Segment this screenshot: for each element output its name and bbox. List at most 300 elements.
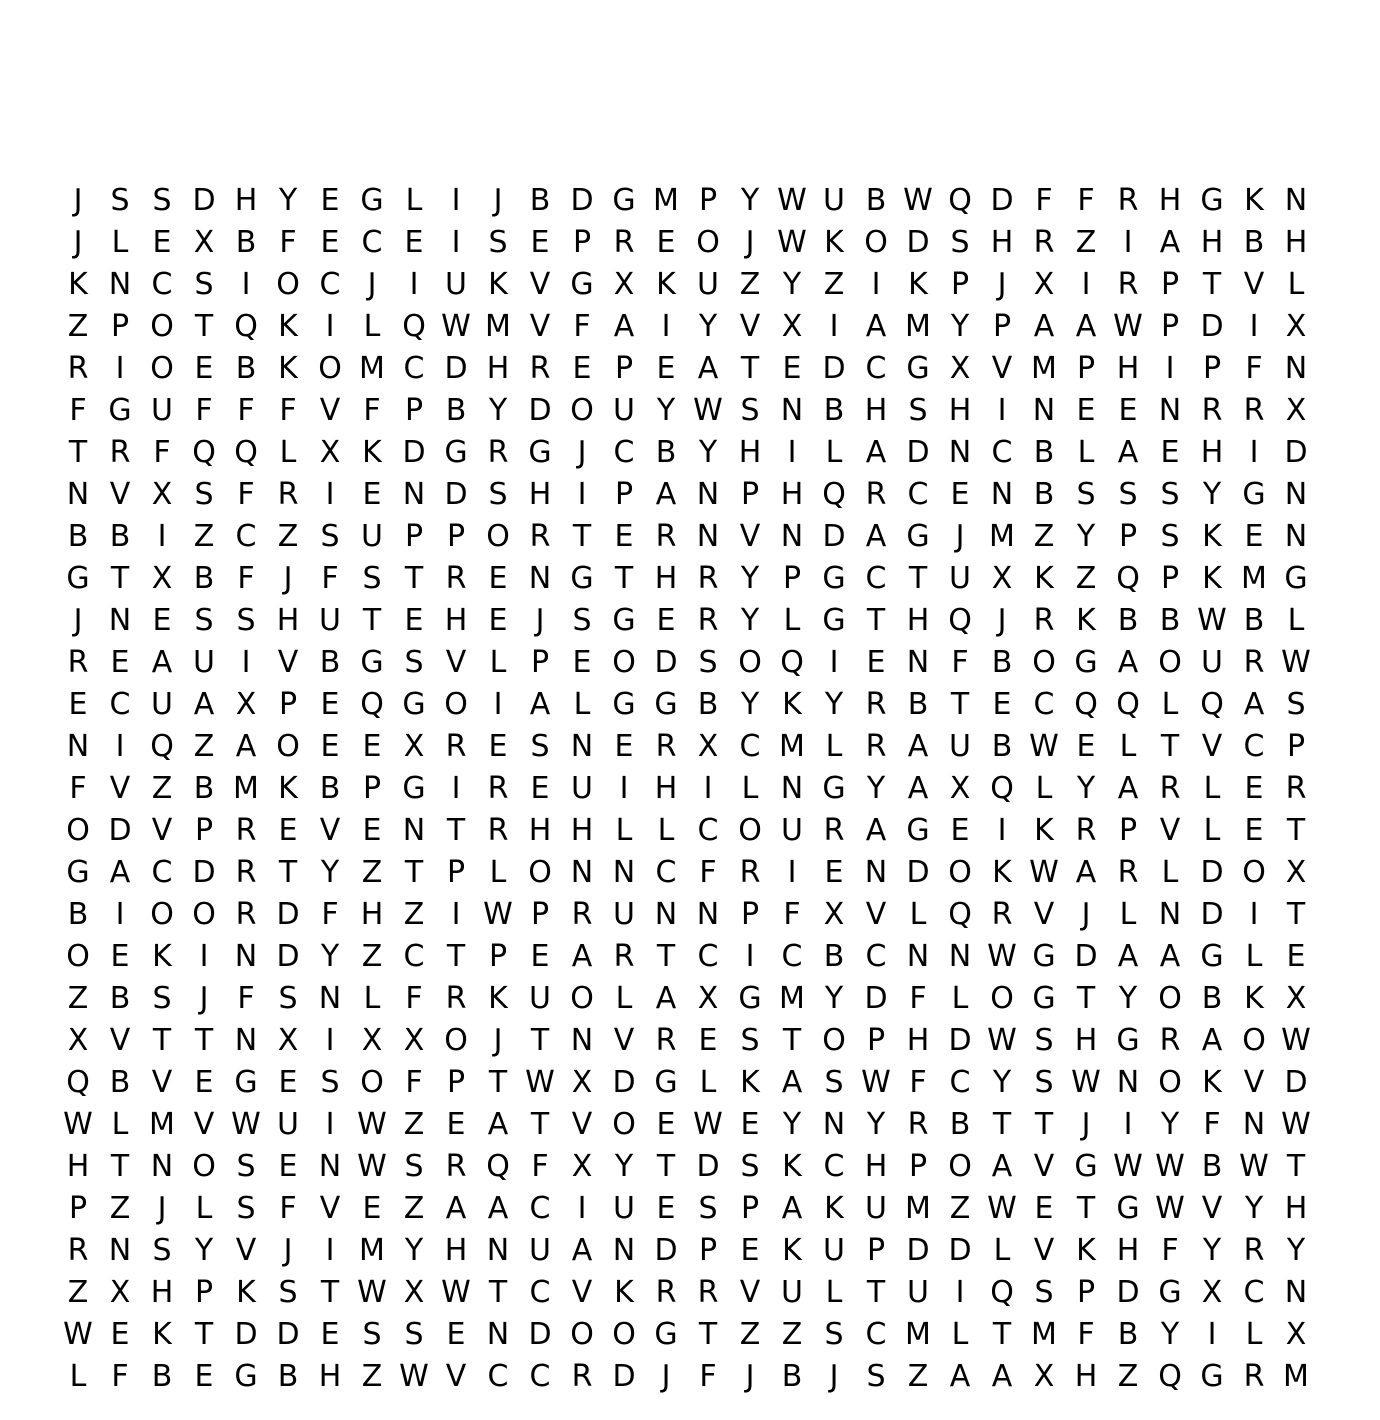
grid-letter: T bbox=[446, 813, 466, 848]
grid-letter: I bbox=[451, 897, 461, 932]
grid-letter: S bbox=[1076, 477, 1096, 512]
grid-letter: N bbox=[780, 393, 804, 428]
grid-letter: Z bbox=[361, 855, 383, 890]
grid-letter: S bbox=[698, 645, 718, 680]
grid-letter: P bbox=[740, 897, 760, 932]
grid-letter: D bbox=[276, 897, 300, 932]
grid-letter: N bbox=[1158, 393, 1182, 428]
grid-letter: E bbox=[992, 687, 1012, 722]
grid-letter: N bbox=[570, 855, 594, 890]
grid-letter: F bbox=[1077, 1317, 1095, 1352]
grid-letter: S bbox=[824, 1065, 844, 1100]
grid-letter: R bbox=[907, 1107, 929, 1142]
grid-letter: N bbox=[1116, 1065, 1140, 1100]
grid-letter: A bbox=[655, 981, 677, 1016]
grid-letter: Y bbox=[698, 435, 718, 470]
grid-letter: A bbox=[109, 855, 131, 890]
grid-letter: T bbox=[656, 1149, 676, 1184]
grid-letter: T bbox=[446, 939, 466, 974]
grid-letter: D bbox=[1074, 939, 1098, 974]
grid-letter: M bbox=[779, 981, 805, 1016]
grid-letter: S bbox=[1034, 1065, 1054, 1100]
grid-letter: V bbox=[613, 1023, 635, 1058]
grid-letter: I bbox=[577, 477, 587, 512]
grid-letter: E bbox=[1286, 939, 1306, 974]
grid-letter: F bbox=[531, 1149, 549, 1184]
grid-letter: P bbox=[1160, 267, 1180, 302]
grid-letter: G bbox=[66, 855, 90, 890]
grid-letter: B bbox=[67, 519, 89, 554]
grid-letter: T bbox=[530, 1023, 550, 1058]
grid-letter: T bbox=[488, 1275, 508, 1310]
grid-letter: N bbox=[1032, 393, 1056, 428]
grid-letter: V bbox=[109, 771, 131, 806]
grid-letter: E bbox=[194, 1065, 214, 1100]
grid-letter: C bbox=[865, 351, 887, 386]
grid-letter: J bbox=[73, 225, 83, 260]
grid-letter: K bbox=[68, 267, 88, 302]
grid-letter: F bbox=[111, 1359, 129, 1394]
grid-letter: P bbox=[1202, 351, 1222, 386]
grid-row bbox=[57, 1062, 1322, 1104]
grid-letter: X bbox=[571, 1065, 593, 1100]
grid-letter: I bbox=[157, 519, 167, 554]
grid-letter: G bbox=[1200, 939, 1224, 974]
grid-letter: S bbox=[362, 561, 382, 596]
grid-letter: U bbox=[529, 1233, 551, 1268]
grid-letter: E bbox=[740, 1107, 760, 1142]
grid-letter: L bbox=[615, 981, 633, 1016]
grid-letter: Y bbox=[1286, 1233, 1306, 1268]
grid-row bbox=[57, 894, 1322, 936]
grid-letter: R bbox=[1243, 1359, 1265, 1394]
grid-letter: T bbox=[572, 519, 592, 554]
grid-letter: E bbox=[1160, 435, 1180, 470]
grid-letter: B bbox=[823, 393, 845, 428]
grid-letter: K bbox=[1202, 519, 1222, 554]
grid-letter: O bbox=[864, 225, 888, 260]
grid-letter: I bbox=[829, 645, 839, 680]
grid-letter: W bbox=[861, 1065, 891, 1100]
grid-letter: R bbox=[655, 1023, 677, 1058]
grid-letter: L bbox=[993, 1233, 1011, 1268]
grid-letter: E bbox=[194, 351, 214, 386]
grid-letter: G bbox=[1284, 561, 1308, 596]
grid-letter: N bbox=[1284, 477, 1308, 512]
grid-letter: I bbox=[1081, 267, 1091, 302]
grid-letter: A bbox=[1159, 225, 1181, 260]
grid-letter: G bbox=[1074, 1149, 1098, 1184]
grid-letter: L bbox=[825, 729, 843, 764]
grid-letter: S bbox=[488, 225, 508, 260]
grid-letter: C bbox=[991, 435, 1013, 470]
grid-letter: F bbox=[783, 897, 801, 932]
grid-letter: R bbox=[235, 855, 257, 890]
grid-letter: E bbox=[320, 183, 340, 218]
grid-letter: Y bbox=[614, 1149, 634, 1184]
grid-letter: A bbox=[235, 729, 257, 764]
grid-letter: R bbox=[1243, 393, 1265, 428]
grid-letter: H bbox=[1074, 1023, 1098, 1058]
grid-letter: A bbox=[613, 309, 635, 344]
grid-letter: G bbox=[108, 393, 132, 428]
grid-letter: I bbox=[241, 645, 251, 680]
grid-letter: K bbox=[824, 225, 844, 260]
grid-letter: N bbox=[1284, 183, 1308, 218]
grid-letter: N bbox=[696, 519, 720, 554]
grid-letter: Q bbox=[1158, 1359, 1182, 1394]
grid-row bbox=[57, 768, 1322, 810]
grid-letter: N bbox=[822, 1107, 846, 1142]
grid-letter: A bbox=[1159, 939, 1181, 974]
grid-letter: H bbox=[780, 477, 804, 512]
grid-letter: B bbox=[109, 981, 131, 1016]
grid-letter: O bbox=[528, 855, 552, 890]
grid-letter: U bbox=[781, 1275, 803, 1310]
grid-letter: D bbox=[1200, 309, 1224, 344]
grid-letter: P bbox=[530, 897, 550, 932]
grid-letter: C bbox=[529, 1275, 551, 1310]
grid-letter: K bbox=[614, 1275, 634, 1310]
grid-letter: B bbox=[991, 645, 1013, 680]
grid-letter: Z bbox=[403, 1191, 425, 1226]
grid-letter: J bbox=[1081, 1107, 1091, 1142]
grid-letter: W bbox=[987, 939, 1017, 974]
grid-letter: S bbox=[1034, 1023, 1054, 1058]
grid-letter: A bbox=[487, 1191, 509, 1226]
grid-letter: G bbox=[612, 603, 636, 638]
grid-letter: E bbox=[1118, 393, 1138, 428]
grid-letter: K bbox=[1076, 603, 1096, 638]
grid-letter: C bbox=[613, 435, 635, 470]
grid-letter: L bbox=[279, 435, 297, 470]
grid-letter: S bbox=[404, 1149, 424, 1184]
grid-letter: F bbox=[69, 771, 87, 806]
grid-letter: A bbox=[865, 813, 887, 848]
grid-letter: Q bbox=[822, 477, 846, 512]
grid-letter: F bbox=[237, 561, 255, 596]
grid-letter: R bbox=[865, 687, 887, 722]
grid-letter: R bbox=[445, 981, 467, 1016]
grid-letter: H bbox=[360, 897, 384, 932]
grid-letter: C bbox=[865, 561, 887, 596]
grid-letter: A bbox=[865, 435, 887, 470]
grid-letter: D bbox=[276, 939, 300, 974]
grid-letter: L bbox=[699, 1065, 717, 1100]
grid-letter: C bbox=[907, 477, 929, 512]
grid-letter: R bbox=[487, 435, 509, 470]
grid-letter: W bbox=[1113, 309, 1143, 344]
grid-letter: L bbox=[615, 813, 633, 848]
grid-letter: I bbox=[325, 1107, 335, 1142]
grid-letter: O bbox=[1158, 645, 1182, 680]
grid-letter: E bbox=[446, 1107, 466, 1142]
grid-letter: N bbox=[906, 939, 930, 974]
grid-letter: Z bbox=[109, 1191, 131, 1226]
grid-letter: B bbox=[781, 1359, 803, 1394]
grid-letter: R bbox=[613, 225, 635, 260]
grid-letter: V bbox=[193, 1107, 215, 1142]
grid-letter: H bbox=[1158, 183, 1182, 218]
grid-letter: P bbox=[1118, 813, 1138, 848]
grid-letter: D bbox=[654, 1233, 678, 1268]
grid-letter: R bbox=[487, 813, 509, 848]
grid-letter: J bbox=[535, 603, 545, 638]
grid-letter: R bbox=[865, 477, 887, 512]
grid-letter: G bbox=[360, 183, 384, 218]
grid-letter: X bbox=[1285, 855, 1307, 890]
grid-letter: R bbox=[697, 1275, 719, 1310]
grid-letter: P bbox=[908, 1149, 928, 1184]
grid-letter: V bbox=[109, 1023, 131, 1058]
grid-letter: W bbox=[1239, 1149, 1269, 1184]
grid-letter: R bbox=[445, 561, 467, 596]
word-search-grid bbox=[57, 180, 1322, 1398]
grid-letter: E bbox=[68, 687, 88, 722]
grid-letter: V bbox=[445, 645, 467, 680]
grid-letter: N bbox=[570, 729, 594, 764]
grid-letter: O bbox=[1242, 1023, 1266, 1058]
grid-letter: A bbox=[697, 351, 719, 386]
grid-letter: S bbox=[236, 1149, 256, 1184]
grid-letter: R bbox=[529, 519, 551, 554]
grid-letter: X bbox=[109, 1275, 131, 1310]
grid-letter: I bbox=[451, 771, 461, 806]
grid-letter: M bbox=[359, 1233, 385, 1268]
grid-letter: N bbox=[402, 477, 426, 512]
grid-letter: S bbox=[824, 1317, 844, 1352]
grid-letter: I bbox=[661, 309, 671, 344]
grid-letter: U bbox=[613, 897, 635, 932]
grid-letter: L bbox=[1287, 267, 1305, 302]
grid-letter: B bbox=[319, 645, 341, 680]
grid-letter: T bbox=[194, 309, 214, 344]
grid-letter: E bbox=[152, 225, 172, 260]
grid-letter: H bbox=[1200, 435, 1224, 470]
grid-letter: H bbox=[318, 1359, 342, 1394]
grid-letter: A bbox=[1117, 939, 1139, 974]
grid-letter: B bbox=[109, 1065, 131, 1100]
grid-letter: A bbox=[781, 1065, 803, 1100]
grid-letter: V bbox=[445, 1359, 467, 1394]
grid-letter: Y bbox=[488, 393, 508, 428]
grid-letter: R bbox=[445, 729, 467, 764]
grid-letter: X bbox=[403, 1275, 425, 1310]
grid-letter: T bbox=[320, 1275, 340, 1310]
grid-letter: R bbox=[235, 813, 257, 848]
grid-letter: I bbox=[829, 309, 839, 344]
grid-letter: O bbox=[570, 1317, 594, 1352]
grid-letter: I bbox=[619, 771, 629, 806]
grid-letter: V bbox=[235, 1233, 257, 1268]
grid-letter: V bbox=[865, 897, 887, 932]
grid-letter: C bbox=[739, 729, 761, 764]
grid-letter: L bbox=[1245, 1317, 1263, 1352]
grid-letter: L bbox=[573, 687, 591, 722]
grid-letter: F bbox=[279, 1191, 297, 1226]
grid-letter: V bbox=[1159, 813, 1181, 848]
grid-letter: L bbox=[489, 645, 507, 680]
grid-letter: R bbox=[1117, 855, 1139, 890]
grid-letter: L bbox=[741, 771, 759, 806]
grid-letter: Y bbox=[1244, 1191, 1264, 1226]
grid-letter: W bbox=[693, 393, 723, 428]
grid-letter: I bbox=[745, 939, 755, 974]
grid-letter: D bbox=[822, 351, 846, 386]
grid-letter: X bbox=[1201, 1275, 1223, 1310]
grid-letter: D bbox=[906, 225, 930, 260]
grid-letter: T bbox=[992, 1107, 1012, 1142]
grid-letter: N bbox=[780, 519, 804, 554]
grid-letter: M bbox=[905, 309, 931, 344]
grid-letter: H bbox=[66, 1149, 90, 1184]
grid-letter: S bbox=[110, 183, 130, 218]
grid-row bbox=[57, 180, 1322, 222]
grid-letter: E bbox=[1076, 729, 1096, 764]
grid-letter: F bbox=[279, 393, 297, 428]
grid-letter: P bbox=[614, 351, 634, 386]
grid-letter: Y bbox=[698, 309, 718, 344]
grid-letter: E bbox=[362, 1191, 382, 1226]
grid-letter: I bbox=[325, 1233, 335, 1268]
grid-letter: F bbox=[195, 393, 213, 428]
grid-letter: D bbox=[1284, 1065, 1308, 1100]
grid-letter: E bbox=[110, 1317, 130, 1352]
grid-letter: M bbox=[1031, 1317, 1057, 1352]
grid-letter: V bbox=[319, 1191, 341, 1226]
grid-letter: R bbox=[67, 645, 89, 680]
grid-letter: Y bbox=[404, 1233, 424, 1268]
grid-letter: B bbox=[823, 939, 845, 974]
grid-letter: D bbox=[276, 1317, 300, 1352]
grid-letter: I bbox=[871, 267, 881, 302]
grid-letter: H bbox=[654, 561, 678, 596]
grid-letter: C bbox=[823, 1149, 845, 1184]
grid-letter: I bbox=[1207, 1317, 1217, 1352]
grid-letter: O bbox=[738, 813, 762, 848]
grid-letter: P bbox=[194, 1275, 214, 1310]
grid-letter: P bbox=[530, 645, 550, 680]
grid-letter: J bbox=[997, 603, 1007, 638]
grid-letter: Y bbox=[950, 309, 970, 344]
grid-letter: X bbox=[67, 1023, 89, 1058]
grid-letter: U bbox=[151, 687, 173, 722]
grid-letter: D bbox=[990, 183, 1014, 218]
grid-letter: D bbox=[402, 435, 426, 470]
grid-letter: E bbox=[152, 603, 172, 638]
grid-letter: X bbox=[403, 729, 425, 764]
grid-row bbox=[57, 978, 1322, 1020]
grid-letter: T bbox=[782, 1023, 802, 1058]
grid-letter: Y bbox=[1076, 771, 1096, 806]
grid-letter: B bbox=[1117, 1317, 1139, 1352]
grid-letter: E bbox=[320, 729, 340, 764]
grid-letter: Z bbox=[403, 1107, 425, 1142]
grid-letter: O bbox=[1032, 645, 1056, 680]
grid-letter: S bbox=[320, 1065, 340, 1100]
grid-letter: Z bbox=[361, 1359, 383, 1394]
grid-letter: E bbox=[320, 687, 340, 722]
grid-letter: O bbox=[66, 813, 90, 848]
grid-letter: R bbox=[739, 855, 761, 890]
grid-letter: T bbox=[530, 1107, 550, 1142]
grid-letter: D bbox=[906, 855, 930, 890]
grid-letter: O bbox=[570, 981, 594, 1016]
grid-letter: G bbox=[906, 351, 930, 386]
grid-letter: B bbox=[697, 687, 719, 722]
grid-letter: K bbox=[782, 1233, 802, 1268]
grid-letter: O bbox=[822, 1023, 846, 1058]
grid-letter: W bbox=[399, 1359, 429, 1394]
grid-letter: E bbox=[488, 603, 508, 638]
grid-letter: T bbox=[1160, 729, 1180, 764]
grid-letter: C bbox=[949, 1065, 971, 1100]
grid-letter: E bbox=[950, 477, 970, 512]
grid-letter: W bbox=[1281, 645, 1311, 680]
grid-letter: X bbox=[1285, 393, 1307, 428]
grid-letter: J bbox=[661, 1359, 671, 1394]
grid-letter: V bbox=[109, 477, 131, 512]
grid-letter: J bbox=[577, 435, 587, 470]
grid-letter: W bbox=[777, 225, 807, 260]
grid-letter: R bbox=[1243, 645, 1265, 680]
grid-letter: C bbox=[403, 351, 425, 386]
grid-letter: S bbox=[740, 393, 760, 428]
grid-letter: Q bbox=[1200, 687, 1224, 722]
grid-letter: F bbox=[1203, 1107, 1221, 1142]
grid-letter: K bbox=[236, 1275, 256, 1310]
grid-letter: B bbox=[949, 1107, 971, 1142]
grid-letter: K bbox=[1034, 813, 1054, 848]
grid-letter: P bbox=[1160, 309, 1180, 344]
grid-letter: U bbox=[529, 981, 551, 1016]
grid-letter: E bbox=[1244, 771, 1264, 806]
grid-letter: T bbox=[950, 687, 970, 722]
grid-letter: E bbox=[1244, 813, 1264, 848]
grid-letter: E bbox=[530, 771, 550, 806]
grid-row bbox=[57, 600, 1322, 642]
grid-letter: D bbox=[1116, 1275, 1140, 1310]
grid-row bbox=[57, 1104, 1322, 1146]
grid-letter: E bbox=[362, 813, 382, 848]
grid-letter: V bbox=[151, 813, 173, 848]
grid-letter: I bbox=[955, 1275, 965, 1310]
grid-letter: K bbox=[656, 267, 676, 302]
grid-letter: C bbox=[655, 855, 677, 890]
grid-letter: D bbox=[612, 1065, 636, 1100]
grid-letter: E bbox=[278, 1149, 298, 1184]
grid-letter: H bbox=[948, 393, 972, 428]
grid-letter: K bbox=[824, 1191, 844, 1226]
grid-letter: B bbox=[529, 183, 551, 218]
grid-letter: R bbox=[1075, 813, 1097, 848]
grid-letter: K bbox=[488, 267, 508, 302]
grid-letter: I bbox=[409, 267, 419, 302]
grid-letter: N bbox=[1284, 519, 1308, 554]
grid-letter: W bbox=[1029, 729, 1059, 764]
grid-letter: C bbox=[1243, 729, 1265, 764]
grid-letter: F bbox=[363, 393, 381, 428]
grid-letter: T bbox=[698, 1317, 718, 1352]
grid-letter: A bbox=[1033, 309, 1055, 344]
grid-letter: C bbox=[1033, 687, 1055, 722]
grid-row bbox=[57, 264, 1322, 306]
grid-letter: Y bbox=[1160, 1317, 1180, 1352]
grid-letter: B bbox=[1243, 225, 1265, 260]
grid-letter: E bbox=[656, 1191, 676, 1226]
grid-letter: J bbox=[493, 183, 503, 218]
grid-letter: P bbox=[782, 561, 802, 596]
